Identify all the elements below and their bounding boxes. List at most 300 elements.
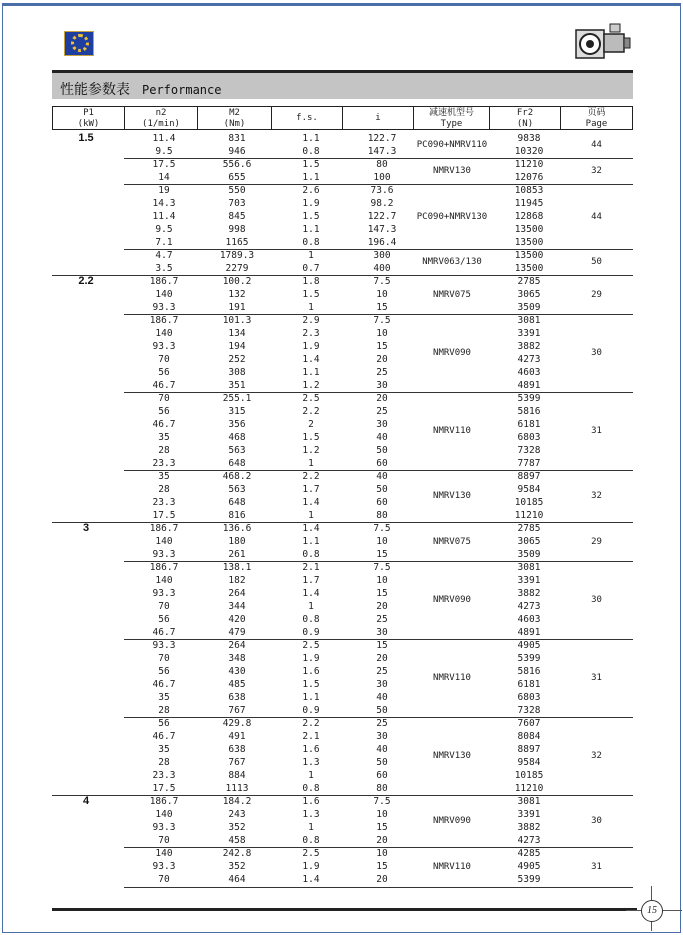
n2-cell: 140	[155, 848, 173, 859]
n2-cell: 186.7	[149, 562, 179, 573]
fr2-cell: 4905	[517, 640, 541, 651]
fs-cell: 1.6	[302, 796, 320, 807]
ratio-cell: 15	[376, 549, 388, 560]
group-separator	[124, 470, 633, 471]
fr2-cell: 11210	[514, 510, 544, 521]
n2-cell: 70	[158, 835, 170, 846]
table-row	[52, 497, 633, 510]
m2-cell: 194	[228, 341, 246, 352]
ratio-cell: 147.3	[367, 224, 397, 235]
table-row	[52, 419, 633, 432]
fr2-cell: 4603	[517, 367, 541, 378]
ratio-cell: 7.5	[373, 796, 391, 807]
fr2-cell: 10853	[514, 185, 544, 196]
ratio-cell: 122.7	[367, 211, 397, 222]
fr2-cell: 3509	[517, 549, 541, 560]
table-row	[52, 679, 633, 692]
m2-cell: 351	[228, 380, 246, 391]
table-row	[52, 640, 633, 653]
fr2-cell: 5816	[517, 406, 541, 417]
table-row	[52, 744, 633, 757]
fs-cell: 1.1	[302, 133, 320, 144]
ratio-cell: 60	[376, 770, 388, 781]
n2-cell: 46.7	[152, 380, 176, 391]
page-cell: 44	[591, 211, 602, 222]
fr2-cell: 11945	[514, 198, 544, 209]
n2-cell: 28	[158, 757, 170, 768]
fr2-cell: 4285	[517, 848, 541, 859]
ratio-cell: 20	[376, 653, 388, 664]
ratio-cell: 30	[376, 380, 388, 391]
table-row	[52, 328, 633, 341]
n2-cell: 93.3	[152, 822, 176, 833]
power-label: 3	[82, 522, 90, 534]
m2-cell: 998	[228, 224, 246, 235]
page-cell: 31	[591, 861, 602, 872]
m2-cell: 243	[228, 809, 246, 820]
n2-cell: 35	[158, 692, 170, 703]
ratio-cell: 50	[376, 445, 388, 456]
table-row	[52, 562, 633, 575]
m2-cell: 352	[228, 822, 246, 833]
m2-cell: 767	[228, 705, 246, 716]
m2-cell: 264	[228, 640, 246, 651]
m2-cell: 134	[228, 328, 246, 339]
m2-cell: 845	[228, 211, 246, 222]
fr2-cell: 3882	[517, 341, 541, 352]
n2-cell: 46.7	[152, 731, 176, 742]
n2-cell: 56	[158, 614, 170, 625]
fs-cell: 1.6	[302, 744, 320, 755]
fs-cell: 0.9	[302, 627, 320, 638]
n2-cell: 17.5	[152, 783, 176, 794]
fs-cell: 1.9	[302, 861, 320, 872]
type-cell: NMRV130	[433, 491, 471, 501]
ratio-cell: 80	[376, 510, 388, 521]
header-i: i	[342, 106, 414, 130]
fr2-cell: 3081	[517, 796, 541, 807]
group-separator	[124, 717, 633, 718]
fs-cell: 1.5	[302, 159, 320, 170]
table-row	[52, 198, 633, 211]
m2-cell: 100.2	[222, 276, 252, 287]
m2-cell: 191	[228, 302, 246, 313]
n2-cell: 17.5	[152, 510, 176, 521]
ratio-cell: 98.2	[370, 198, 394, 209]
fs-cell: 2.6	[302, 185, 320, 196]
group-separator	[124, 561, 633, 562]
page-cell: 32	[591, 491, 602, 501]
fr2-cell: 2785	[517, 523, 541, 534]
table-end-rule	[124, 887, 633, 888]
ratio-cell: 15	[376, 640, 388, 651]
table-row	[52, 575, 633, 588]
fs-cell: 2.2	[302, 406, 320, 417]
group-separator	[52, 795, 633, 796]
fs-cell: 1.9	[302, 653, 320, 664]
n2-cell: 140	[155, 809, 173, 820]
type-cell: NMRV130	[433, 166, 471, 176]
table-row	[52, 224, 633, 237]
m2-cell: 184.2	[222, 796, 252, 807]
m2-cell: 638	[228, 744, 246, 755]
table-row	[52, 718, 633, 731]
fs-cell: 1.2	[302, 445, 320, 456]
n2-cell: 93.3	[152, 341, 176, 352]
fr2-cell: 3391	[517, 575, 541, 586]
n2-cell: 70	[158, 393, 170, 404]
ratio-cell: 25	[376, 406, 388, 417]
m2-cell: 485	[228, 679, 246, 690]
m2-cell: 308	[228, 367, 246, 378]
m2-cell: 255.1	[222, 393, 252, 404]
fs-cell: 2.1	[302, 731, 320, 742]
fr2-cell: 3081	[517, 562, 541, 573]
m2-cell: 946	[228, 146, 246, 157]
m2-cell: 356	[228, 419, 246, 430]
table-row	[52, 159, 633, 172]
fr2-cell: 12076	[514, 172, 544, 183]
fr2-cell: 10320	[514, 146, 544, 157]
fs-cell: 1.5	[302, 679, 320, 690]
n2-cell: 3.5	[155, 263, 173, 274]
n2-cell: 70	[158, 354, 170, 365]
page-cell: 31	[591, 673, 602, 683]
fr2-cell: 4905	[517, 861, 541, 872]
m2-cell: 655	[228, 172, 246, 183]
ratio-cell: 300	[373, 250, 391, 261]
m2-cell: 464	[228, 874, 246, 885]
ratio-cell: 15	[376, 341, 388, 352]
table-row	[52, 432, 633, 445]
n2-cell: 93.3	[152, 588, 176, 599]
top-border	[2, 3, 680, 6]
fs-cell: 1.8	[302, 276, 320, 287]
type-cell: NMRV110	[433, 861, 471, 872]
fs-cell: 2	[308, 419, 314, 430]
n2-cell: 9.5	[155, 224, 173, 235]
n2-cell: 11.4	[152, 133, 176, 144]
type-cell: NMRV063/130	[422, 257, 482, 267]
fr2-cell: 9584	[517, 484, 541, 495]
m2-cell: 180	[228, 536, 246, 547]
m2-cell: 479	[228, 627, 246, 638]
n2-cell: 35	[158, 432, 170, 443]
fr2-cell: 3391	[517, 809, 541, 820]
n2-cell: 46.7	[152, 419, 176, 430]
table-row	[52, 796, 633, 809]
ratio-cell: 15	[376, 822, 388, 833]
fs-cell: 2.3	[302, 328, 320, 339]
ratio-cell: 400	[373, 263, 391, 274]
m2-cell: 1165	[225, 237, 249, 248]
m2-cell: 136.6	[222, 523, 252, 534]
m2-cell: 638	[228, 692, 246, 703]
fs-cell: 1	[308, 601, 314, 612]
fr2-cell: 8897	[517, 744, 541, 755]
page-title	[60, 79, 221, 99]
fr2-cell: 6181	[517, 419, 541, 430]
fr2-cell: 7787	[517, 458, 541, 469]
fs-cell: 2.2	[302, 471, 320, 482]
table-row	[52, 315, 633, 328]
table-row	[52, 653, 633, 666]
m2-cell: 458	[228, 835, 246, 846]
n2-cell: 17.5	[152, 159, 176, 170]
fr2-cell: 3391	[517, 328, 541, 339]
n2-cell: 35	[158, 744, 170, 755]
table-row	[52, 250, 633, 263]
header-fs: f.s.	[271, 106, 343, 130]
ratio-cell: 100	[373, 172, 391, 183]
n2-cell: 56	[158, 406, 170, 417]
n2-cell: 93.3	[152, 302, 176, 313]
type-cell: NMRV090	[433, 348, 471, 358]
header-n2: n2 (1/min)	[124, 106, 198, 130]
n2-cell: 46.7	[152, 627, 176, 638]
table-row	[52, 861, 633, 874]
power-label: 4	[82, 795, 90, 807]
m2-cell: 563	[228, 445, 246, 456]
fs-cell: 1	[308, 302, 314, 313]
type-cell: NMRV130	[433, 751, 471, 761]
gear-logo-icon	[71, 34, 89, 52]
m2-cell: 182	[228, 575, 246, 586]
fs-cell: 1.9	[302, 341, 320, 352]
m2-cell: 264	[228, 588, 246, 599]
fs-cell: 2.1	[302, 562, 320, 573]
fr2-cell: 13500	[514, 237, 544, 248]
table-row	[52, 601, 633, 614]
group-separator	[124, 639, 633, 640]
m2-cell: 816	[228, 510, 246, 521]
type-cell: NMRV110	[433, 673, 471, 683]
ratio-cell: 147.3	[367, 146, 397, 157]
group-separator	[124, 392, 633, 393]
n2-cell: 140	[155, 536, 173, 547]
fs-cell: 0.8	[302, 783, 320, 794]
page-cell: 30	[591, 595, 602, 605]
fs-cell: 1.1	[302, 367, 320, 378]
fs-cell: 1.2	[302, 380, 320, 391]
ratio-cell: 40	[376, 432, 388, 443]
n2-cell: 140	[155, 575, 173, 586]
m2-cell: 261	[228, 549, 246, 560]
n2-cell: 9.5	[155, 146, 173, 157]
n2-cell: 14	[158, 172, 170, 183]
table-row	[52, 757, 633, 770]
n2-cell: 56	[158, 718, 170, 729]
power-label: 2.2	[78, 275, 94, 287]
m2-cell: 344	[228, 601, 246, 612]
ratio-cell: 25	[376, 614, 388, 625]
page-cell: 30	[591, 348, 602, 358]
table-row	[52, 770, 633, 783]
fr2-cell: 8084	[517, 731, 541, 742]
page-cell: 44	[591, 140, 602, 150]
n2-cell: 23.3	[152, 497, 176, 508]
m2-cell: 348	[228, 653, 246, 664]
ratio-cell: 7.5	[373, 562, 391, 573]
fr2-cell: 6181	[517, 679, 541, 690]
fr2-cell: 9838	[517, 133, 541, 144]
header-p1: P1 (kW)	[52, 106, 125, 130]
table-row	[52, 185, 633, 198]
fr2-cell: 7328	[517, 705, 541, 716]
table-row	[52, 406, 633, 419]
ratio-cell: 40	[376, 744, 388, 755]
m2-cell: 468	[228, 432, 246, 443]
n2-cell: 28	[158, 484, 170, 495]
ratio-cell: 15	[376, 588, 388, 599]
fr2-cell: 12868	[514, 211, 544, 222]
table-row	[52, 393, 633, 406]
table-row	[52, 822, 633, 835]
group-separator	[52, 275, 633, 276]
n2-cell: 28	[158, 445, 170, 456]
n2-cell: 186.7	[149, 796, 179, 807]
m2-cell: 831	[228, 133, 246, 144]
ratio-cell: 25	[376, 666, 388, 677]
group-separator	[124, 847, 633, 848]
n2-cell: 23.3	[152, 458, 176, 469]
table-row	[52, 367, 633, 380]
ratio-cell: 60	[376, 458, 388, 469]
group-separator	[124, 158, 633, 159]
fr2-cell: 13500	[514, 224, 544, 235]
header-page: 页码 Page	[560, 106, 633, 130]
fs-cell: 0.8	[302, 835, 320, 846]
fr2-cell: 5816	[517, 666, 541, 677]
fs-cell: 1.6	[302, 666, 320, 677]
page-cell: 50	[591, 257, 602, 267]
n2-cell: 23.3	[152, 770, 176, 781]
table-row	[52, 211, 633, 224]
fs-cell: 0.7	[302, 263, 320, 274]
n2-cell: 46.7	[152, 679, 176, 690]
fr2-cell: 10185	[514, 497, 544, 508]
table-row	[52, 354, 633, 367]
n2-cell: 28	[158, 705, 170, 716]
m2-cell: 703	[228, 198, 246, 209]
m2-cell: 429.8	[222, 718, 252, 729]
m2-cell: 315	[228, 406, 246, 417]
n2-cell: 19	[158, 185, 170, 196]
fs-cell: 1	[308, 250, 314, 261]
ratio-cell: 25	[376, 718, 388, 729]
page-cell: 32	[591, 751, 602, 761]
ratio-cell: 60	[376, 497, 388, 508]
table-row	[52, 692, 633, 705]
m2-cell: 242.8	[222, 848, 252, 859]
fr2-cell: 11210	[514, 159, 544, 170]
table-row	[52, 536, 633, 549]
fs-cell: 1.9	[302, 198, 320, 209]
fs-cell: 0.8	[302, 237, 320, 248]
table-row	[52, 471, 633, 484]
fr2-cell: 6803	[517, 692, 541, 703]
n2-cell: 93.3	[152, 640, 176, 651]
table-row	[52, 133, 633, 146]
n2-cell: 7.1	[155, 237, 173, 248]
fs-cell: 1.1	[302, 692, 320, 703]
fs-cell: 0.8	[302, 146, 320, 157]
n2-cell: 56	[158, 367, 170, 378]
ratio-cell: 50	[376, 705, 388, 716]
page-cell: 32	[591, 166, 602, 176]
ratio-cell: 10	[376, 809, 388, 820]
fs-cell: 1.3	[302, 757, 320, 768]
title-cn: 性能参数表	[60, 82, 130, 98]
ratio-cell: 50	[376, 757, 388, 768]
fs-cell: 1	[308, 822, 314, 833]
ratio-cell: 20	[376, 835, 388, 846]
m2-cell: 1113	[225, 783, 249, 794]
fr2-cell: 3882	[517, 822, 541, 833]
fs-cell: 0.8	[302, 549, 320, 560]
n2-cell: 93.3	[152, 549, 176, 560]
table-row	[52, 523, 633, 536]
ratio-cell: 30	[376, 419, 388, 430]
table-row	[52, 848, 633, 861]
table-row	[52, 445, 633, 458]
group-separator	[124, 249, 633, 250]
m2-cell: 420	[228, 614, 246, 625]
ratio-cell: 10	[376, 536, 388, 547]
fs-cell: 2.9	[302, 315, 320, 326]
fs-cell: 0.8	[302, 614, 320, 625]
n2-cell: 35	[158, 471, 170, 482]
ratio-cell: 40	[376, 692, 388, 703]
ratio-cell: 10	[376, 289, 388, 300]
table-row	[52, 731, 633, 744]
fr2-cell: 8897	[517, 471, 541, 482]
ratio-cell: 15	[376, 861, 388, 872]
fs-cell: 1.4	[302, 497, 320, 508]
fr2-cell: 3081	[517, 315, 541, 326]
type-cell: PC090+NMRV130	[416, 211, 488, 222]
fr2-cell: 4891	[517, 380, 541, 391]
fs-cell: 1.5	[302, 289, 320, 300]
type-cell: NMRV090	[433, 595, 471, 605]
fr2-cell: 3065	[517, 536, 541, 547]
ratio-cell: 122.7	[367, 133, 397, 144]
n2-cell: 140	[155, 328, 173, 339]
ratio-cell: 30	[376, 627, 388, 638]
m2-cell: 2279	[225, 263, 249, 274]
m2-cell: 132	[228, 289, 246, 300]
fs-cell: 1.5	[302, 432, 320, 443]
n2-cell: 186.7	[149, 276, 179, 287]
fs-cell: 1	[308, 510, 314, 521]
header-type: 减速机型号 Type	[413, 106, 490, 130]
fr2-cell: 10185	[514, 770, 544, 781]
n2-cell: 56	[158, 666, 170, 677]
ratio-cell: 10	[376, 328, 388, 339]
fs-cell: 2.5	[302, 640, 320, 651]
fs-cell: 1.1	[302, 224, 320, 235]
group-separator	[124, 314, 633, 315]
fr2-cell: 11210	[514, 783, 544, 794]
table-row	[52, 341, 633, 354]
n2-cell: 14.3	[152, 198, 176, 209]
m2-cell: 550	[228, 185, 246, 196]
m2-cell: 767	[228, 757, 246, 768]
fr2-cell: 4273	[517, 601, 541, 612]
fr2-cell: 4273	[517, 835, 541, 846]
table-row	[52, 614, 633, 627]
n2-cell: 140	[155, 289, 173, 300]
